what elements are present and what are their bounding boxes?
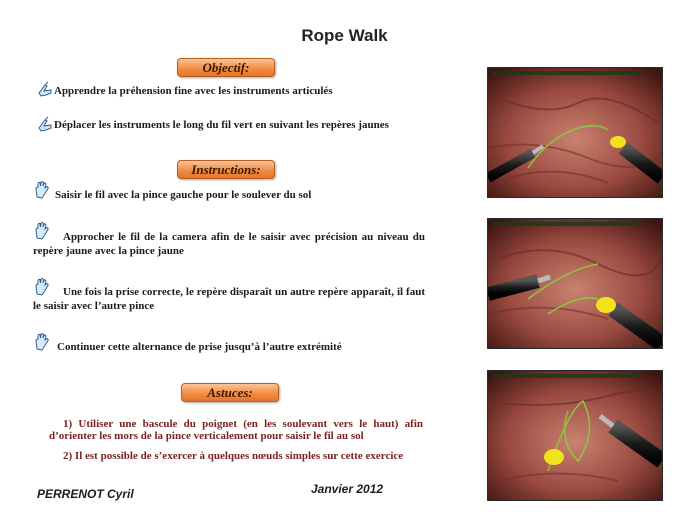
objectif-header: Objectif: xyxy=(177,58,275,77)
objective-1: Apprendre la préhension fine avec les instruments articulés xyxy=(54,85,333,97)
instruction-4: Continuer cette alternance de prise jusqu’à l’autre extrémité xyxy=(57,341,342,353)
raised-hand-icon xyxy=(33,181,51,199)
pointing-hand-icon xyxy=(37,81,53,97)
instructions-header: Instructions: xyxy=(177,160,275,179)
instruction-2: Approcher le fil de la camera afin de le saisir avec précision au niveau du repère jaune avec la pince jaune xyxy=(33,231,425,257)
raised-hand-icon xyxy=(33,333,51,351)
author: PERRENOT Cyril xyxy=(37,487,134,501)
instruction-3: Une fois la prise correcte, le repère disparaît un autre repère apparaît, il faut le saisir avec l’autre pince xyxy=(33,286,425,312)
tip-2: 2) Il est possible de s’exercer à quelques nœuds simples sur cette exercice xyxy=(63,450,404,462)
simulator-image-1 xyxy=(487,67,663,198)
instruction-1: Saisir le fil avec la pince gauche pour le soulever du sol xyxy=(55,189,312,201)
date: Janvier 2012 xyxy=(311,482,384,496)
objective-2-first: Déplacer les instruments le long du fil vert en suivant les repères jaunes xyxy=(54,119,389,131)
simulator-image-2 xyxy=(487,218,663,349)
tip-1: 1) Utiliser une bascule du poignet (en les soulevant vers le haut) afin d’orienter les mors de la pince verticalement pour saisir le fil au sol xyxy=(49,418,423,442)
page-title: Rope Walk xyxy=(301,26,388,45)
pointing-hand-icon xyxy=(37,116,53,132)
simulator-image-3 xyxy=(487,370,663,501)
astuces-header: Astuces: xyxy=(181,383,279,402)
